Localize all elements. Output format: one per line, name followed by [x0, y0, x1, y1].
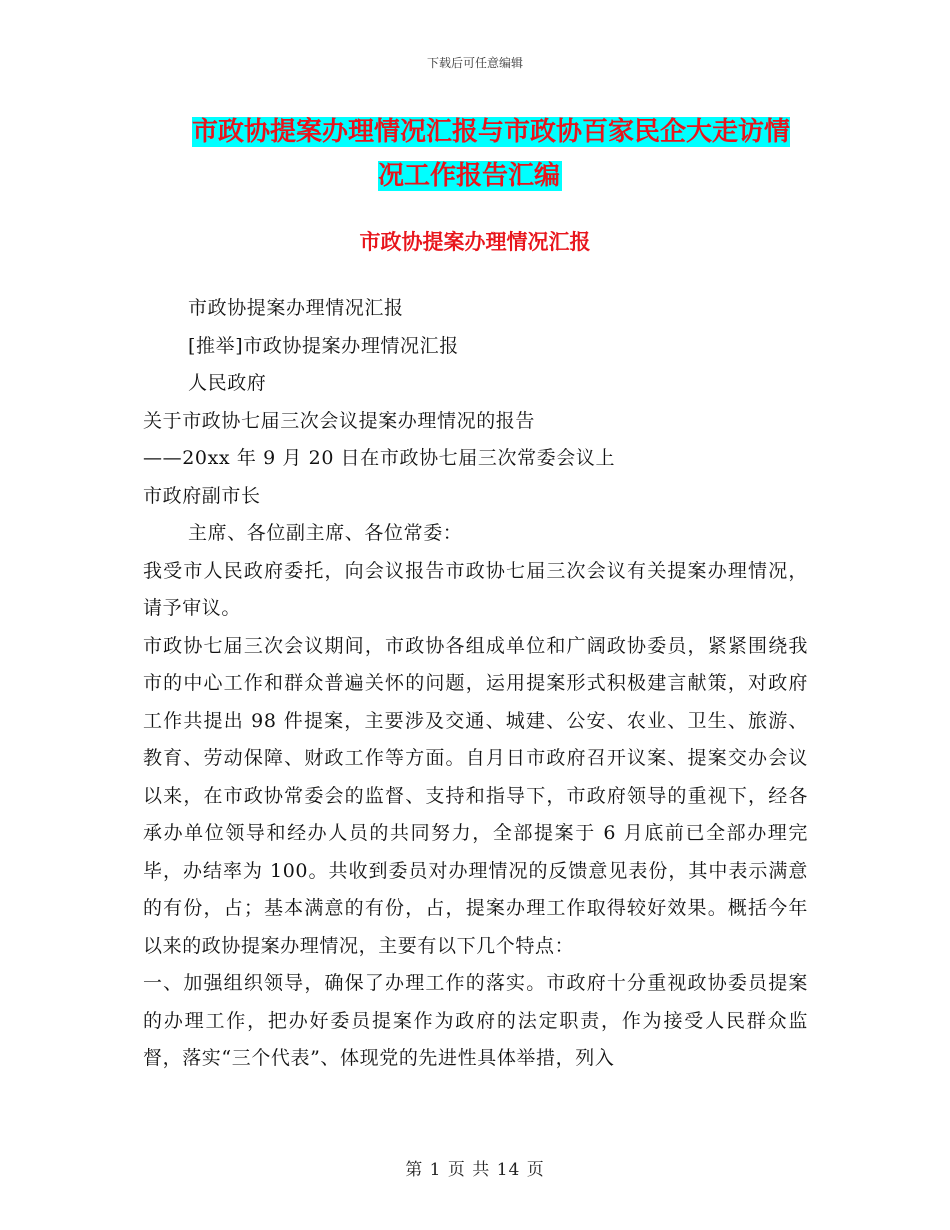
title-line-1: 市政协提案办理情况汇报与市政协百家民企大走访情: [192, 117, 791, 147]
body-paragraph: 一、加强组织领导，确保了办理工作的落实。市政府十分重视政协委员提案的办理工作，把办好委员提案作为政府的法定职责，作为接受人民群众监督，落实“三个代表”、体现党的先进性具体举措，列入: [143, 972, 808, 1069]
body-line: 关于市政协七届三次会议提案办理情况的报告: [143, 409, 536, 432]
title-line-2: 况工作报告汇编: [378, 161, 561, 191]
header-note: 下载后可任意编辑: [426, 56, 523, 70]
body-paragraph: 市政协七届三次会议期间，市政协各组成单位和广阔政协委员，紧紧围绕我市的中心工作和群众普遍关怀的问题，运用提案形式积极建言献策，对政府工作共提出 98 件提案，主要涉及交通、城建、公安、农业、卫生、旅游、教育、劳动保障、财政工作等方面。自月日市政府召开议案、提案交办会议以来，在市政协常委会的监督、支持和指导下，市政府领导的重视下，经各承办单位领导和经办人员的共同努力，全部提案于 6 月底前已全部办理完毕，办结率为 100。共收到委员对办理情况的反馈意见表份，其中表示满意的有份，占；基本满意的有份，占，提案办理工作取得较好效果。概括今年以来的政协提案办理情况，主要有以下几个特点：: [143, 634, 808, 957]
document-body: [143, 290, 808, 1078]
section-title: 市政协提案办理情况汇报: [359, 229, 591, 254]
body-line: ——20xx 年 9 月 20 日在市政协七届三次常委会议上: [143, 447, 616, 469]
body-line: 主席、各位副主席、各位常委：: [188, 522, 463, 544]
page-footer: 第 1 页 共 14 页: [405, 1160, 545, 1180]
body-line: [推举]市政协提案办理情况汇报: [188, 334, 459, 357]
body-line: 市政府副市长: [143, 484, 261, 507]
document-title: [192, 110, 832, 198]
body-line: 市政协提案办理情况汇报: [188, 297, 404, 319]
body-line: 人民政府: [188, 372, 267, 394]
body-paragraph: 我受市人民政府委托，向会议报告市政协七届三次会议有关提案办理情况，请予审议。: [143, 559, 808, 619]
